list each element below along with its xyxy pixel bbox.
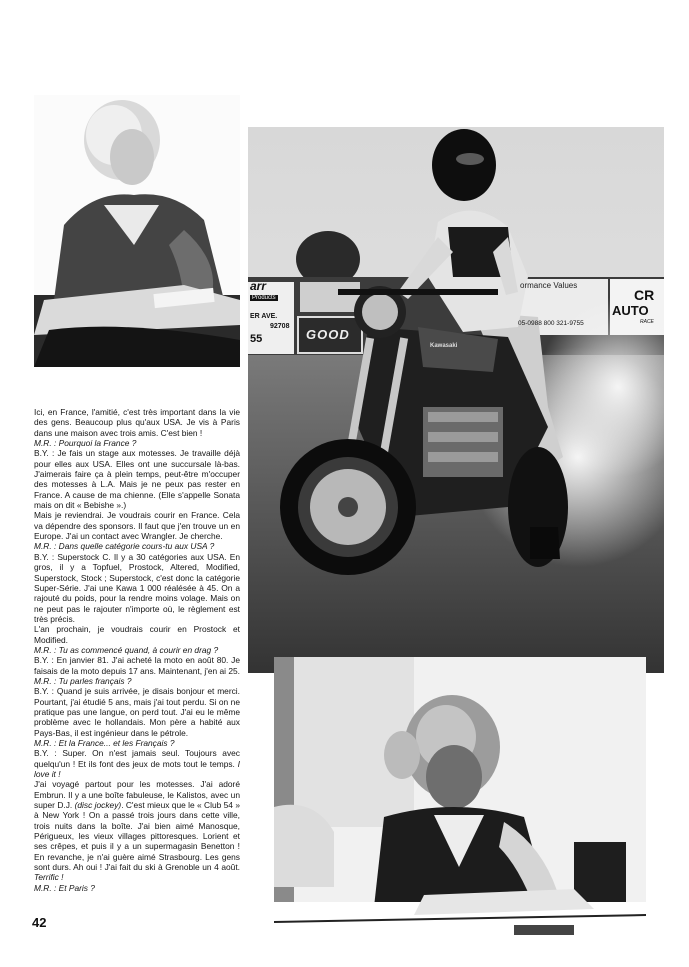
page-number: 42: [32, 915, 47, 930]
interviewer-question: M.R. : Et Paris ?: [34, 882, 95, 893]
article-paragraph: Ici, en France, l'amitié, c'est très important dans la vie des gens. Beaucoup plus qu'aux USA. Je vis à Paris dans une maison avec trois amis. C'est bien !: [34, 407, 240, 438]
emphasis-text: (disc jockey): [74, 800, 122, 811]
interviewer-question: M.R. : Tu parles français ?: [34, 675, 132, 686]
article-paragraph: [34, 779, 240, 882]
sign-phone: 05-0988 800 321-9755: [518, 320, 584, 327]
emphasis-text: I love it !: [34, 758, 240, 780]
article-paragraph: B.Y. : Superstock C. Il y a 30 catégories aux USA. En gros, il y a Topfuel, Prostock, Altered, Modified, Superstock, Stock ; Superstock, c'est donc la catégorie Super-Série. J'ai une Kawa 1 000 réalésée à 45. On a rajouté du poids, pour la rendre moins volage. Mais on ne peut pas le rajouter n'importe où, le règlement est très précis.: [34, 551, 240, 624]
sign-performance-values: ormance Values: [520, 281, 578, 290]
photo-woman-writing: [34, 95, 240, 367]
article-body: [34, 407, 240, 893]
article-paragraph: B.Y. : Quand je suis arrivée, je disais bonjour et merci. Pourtant, j'ai étudié 5 ans, mais j'ai tout perdu. Si on ne pratique pas une langue, on perd tout. J'ai eu le même problème avec le hollandais. Mon père a habité aux Pays-Bas, il est ingénieur dans le pétrole.: [34, 686, 240, 738]
article-paragraph: [34, 748, 240, 779]
tank-logo: Kawasaki: [430, 343, 458, 349]
emphasis-text: Terrific !: [34, 872, 64, 883]
article-paragraph: B.Y. : Je fais un stage aux motesses. Je travaille déjà pour elles aux USA. Elles ont une succursale là-bas. J'aimerais faire ça à plein temps, peut-être m'occuper des motesses à L.A. Mais je ne peux pas rester en France. A cause de ma chienne. (Elle s'appelle Sonata mais on dit « Bebishe ».): [34, 448, 240, 511]
article-paragraph: Mais je reviendrai. Je voudrais courir en France. Cela va dépendre des sponsors. Il faut que j'en trouve un en Europe. J'ai un contact avec Wrangler. Je cherche.: [34, 510, 240, 542]
sign-er-ave: ER AVE.: [250, 313, 278, 320]
interviewer-question: M.R. : Dans quelle catégorie cours-tu aux USA ?: [34, 541, 215, 552]
answer-text: J'ai voyagé partout pour les motesses. J'ai adoré Embrun. Il y a une boîte fabuleuse, le Kalistos, avec un super D.J.: [34, 779, 240, 811]
sign-cr: CR: [634, 287, 655, 303]
answer-text: . C'est mieux que le « Club 54 » à New York ! On a passé trois jours dans cette ville, trois nuits dans la boîte. J'ai bien aimé Manosque, Périgueux, les vieux villages pittoresques. Lorient et ses crêpes, et puis il y a un supermagasin Benetton ! En revanche, je n'ai guère aimé Strasbourg. Les gens sont durs. Ah oui ! J'ai fait du ski à Grenoble un 4 août.: [34, 800, 240, 873]
sign-55: 55: [250, 333, 263, 345]
sign-arr: arr: [250, 279, 267, 293]
photo-drag-motorcycle: [248, 127, 664, 673]
photo-woman-reading: [274, 657, 646, 947]
article-paragraph: B.Y. : En janvier 81. J'ai acheté la moto en août 80. Je faisais de la moto depuis 17 ans. Maintenant, j'en ai 25.: [34, 655, 240, 676]
interviewer-question: M.R. : Et la France... et les Français ?: [34, 738, 175, 748]
article-paragraph: L'an prochain, je voudrais courir en Prostock et Modified.: [34, 624, 240, 645]
sign-products: Products: [252, 295, 276, 301]
sign-zip: 92708: [270, 323, 290, 330]
interviewer-question: M.R. : Tu as commencé quand, à courir en drag ?: [34, 644, 219, 655]
sign-good: GOOD: [306, 327, 350, 342]
sign-auto: AUTO: [612, 303, 649, 318]
interviewer-question: M.R. : Pourquoi la France ?: [34, 438, 137, 449]
sign-race: RACE: [640, 319, 654, 325]
answer-text: B.Y. : Super. On n'est jamais seul. Toujours avec quelqu'un ! Et ils font des jeux de mots tout le temps.: [34, 748, 240, 769]
